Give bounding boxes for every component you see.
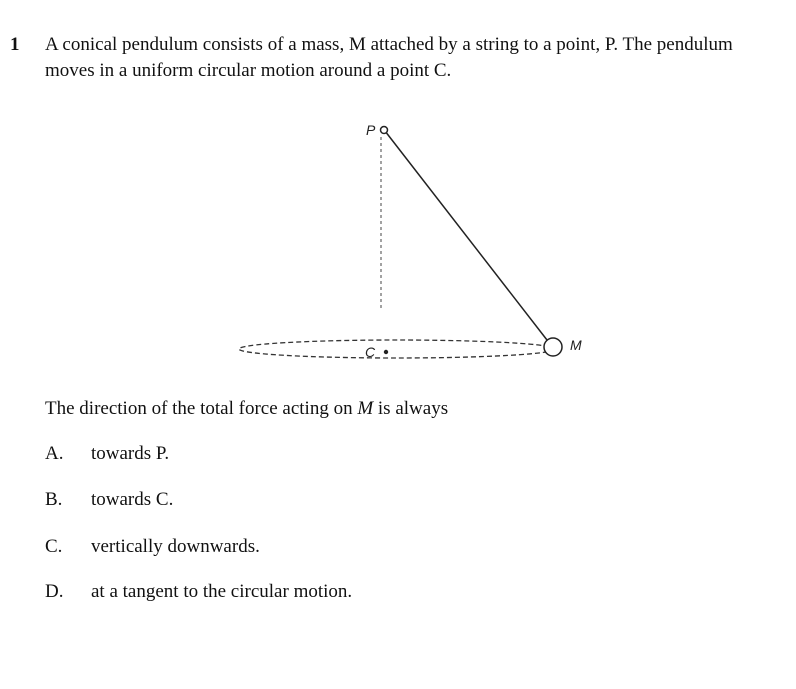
label-m: M (570, 337, 582, 353)
question-stem (45, 32, 785, 84)
question-number: 1 (10, 34, 20, 55)
option-text: towards P. (91, 443, 170, 464)
option-text: towards C. (91, 489, 174, 510)
pendulum-string (385, 131, 547, 340)
option-letter: B. (45, 489, 63, 510)
option-letter: D. (45, 581, 64, 602)
centre-point-c (384, 350, 388, 354)
option-text: vertically downwards. (91, 536, 260, 557)
mass-m (544, 338, 562, 356)
option-b[interactable] (45, 487, 173, 513)
circular-path (239, 340, 555, 358)
option-letter: C. (45, 536, 63, 557)
option-c[interactable] (45, 534, 260, 560)
prompt-after: is always (373, 398, 449, 419)
prompt-var-m: M (357, 398, 374, 419)
option-letter: A. (45, 443, 64, 464)
option-text: at a tangent to the circular motion. (91, 581, 353, 602)
stem-line-1: A conical pendulum consists of a mass, M attached by a string to a point, P. The pendulum (45, 34, 733, 55)
label-c: C (365, 344, 376, 360)
prompt-before: The direction of the total force acting on (45, 398, 358, 419)
question-prompt (45, 396, 448, 422)
stem-line-2: moves in a uniform circular motion around a point C. (45, 60, 452, 81)
option-a[interactable] (45, 441, 169, 467)
pivot-point-p (381, 127, 388, 134)
option-d[interactable] (45, 579, 352, 605)
label-p: P (366, 122, 376, 138)
